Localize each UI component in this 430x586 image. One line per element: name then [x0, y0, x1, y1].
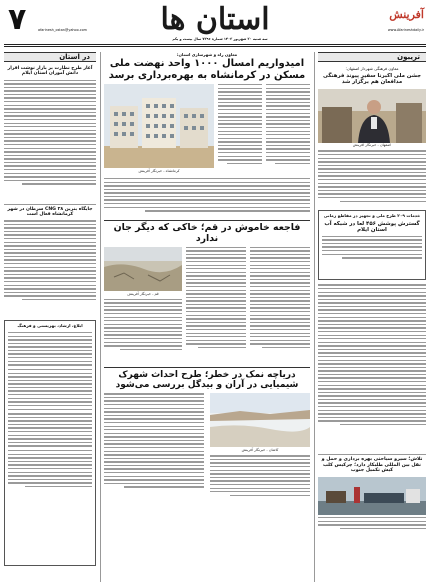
- harbor-icon: [318, 477, 426, 515]
- province-item-2-text: [4, 220, 96, 316]
- man-portrait-icon: [318, 89, 426, 143]
- header: [0, 0, 430, 48]
- bottom-story-photo: [210, 393, 310, 447]
- page-number: ۷: [8, 2, 27, 37]
- news-box-headline: گسترش پوشش ۴۵۶ لعا در شبکه آب استان ایلام: [324, 221, 420, 234]
- section-label-province: در استان: [4, 52, 96, 62]
- column-rule-right: [314, 52, 315, 582]
- bottom-story-photo-caption: کاشان - خبرنگار آفرینش: [241, 448, 279, 453]
- bottom-tribune-headline: تلاش؛ سیرو سیاحتی بهره برداری و حمل و نقل بین المللی طلبکار دارد؛ چرکیس کلب کیش تکمیل جنوب: [321, 457, 423, 474]
- issue-line: سه شنبه ۲۰ شهریور ۱۴۰۳ شماره ۷۲۹۶ سال بیست و یکم: [172, 37, 268, 41]
- website-link[interactable]: www.Afarineshdaily.ir: [387, 28, 424, 32]
- main-column: [104, 52, 310, 582]
- province-item-1-headline: آغاز طرح نظارت بر بازار نوشت افزار: [7, 66, 93, 71]
- header-rule: [4, 44, 426, 45]
- province-item-2-headline-2: کرمانشاه فعال است: [26, 211, 74, 217]
- tribune-body-text-2: [318, 284, 426, 452]
- apartment-buildings-icon: [104, 84, 214, 168]
- harbor-photo: [318, 477, 426, 515]
- top-story-headline-1: امیدواریم امسال ۱۰۰۰ واحد نهضت ملی: [109, 58, 305, 69]
- mid-story-text-mid: [186, 247, 246, 365]
- tribune-photo-caption: اصفهان - خبرنگار آفرینش: [352, 143, 392, 148]
- mid-story-headline: فاجعه خاموش در قم؛ خاکی که دیگر جان ندارد: [113, 222, 301, 244]
- tribune-divider: [318, 454, 426, 455]
- top-story-text-right: [266, 84, 310, 176]
- email-link[interactable]: afarinesh_ostan@yahoo.com: [38, 28, 87, 32]
- bottom-story-headline-2: شیمیایی در آران و بیدگل بررسی می‌شود: [115, 379, 299, 390]
- news-box: [318, 210, 426, 280]
- main-divider-2: [104, 367, 310, 368]
- bottom-story-headline-1: دریاچه نمک در خطر؛ طرح احداث شهرک: [118, 369, 296, 380]
- notices-headline: ابلاغ، ارشاد، بهزیستی و فرهنگ: [17, 323, 83, 329]
- mid-story-photo-caption: قم - خبرنگار آفرینش: [127, 291, 159, 296]
- top-story-headline-2: مسکن در کرمانشاه به بهره‌برداری برسد: [108, 69, 306, 81]
- province-item-2-headline: جایگاه بنزین ۲۸ CNG سرطان در شهر: [7, 206, 93, 212]
- bottom-story-text-under-photo: [210, 455, 310, 509]
- tribune-column: [318, 52, 426, 582]
- masthead-title: استان ها: [160, 2, 270, 37]
- tribune-headline: جشن ملی اکبرنا سفیر پیوند فرهنگی مدافعان هم برگزار شد: [322, 73, 422, 86]
- top-story-photo-caption: کرمانشاه - خبرنگار آفرینش: [138, 169, 180, 173]
- section-label-tribune: تریبون: [318, 52, 426, 62]
- top-story-photo: [104, 84, 214, 168]
- province-item-1-text: [4, 80, 96, 202]
- province-divider-1: [4, 204, 96, 205]
- brand-logo: آفرینش: [389, 8, 424, 21]
- bottom-story-text-left: [104, 393, 204, 509]
- tribune-body-text-3: [318, 517, 426, 537]
- mid-story-text-left: [104, 299, 182, 365]
- dry-soil-icon: [104, 247, 182, 291]
- tribune-kicker: معاون فرهنگی شهردار اصفهان:: [345, 66, 399, 71]
- mid-story-photo: [104, 247, 182, 291]
- header-rule-2: [4, 46, 426, 47]
- salt-lake-icon: [210, 393, 310, 447]
- main-divider-1: [104, 220, 310, 221]
- column-rule-left: [100, 52, 101, 582]
- notices-box: [4, 320, 96, 566]
- top-story-kicker: معاون راه و شهرسازی استان:: [176, 52, 238, 57]
- top-story-text-mid: [218, 84, 262, 176]
- top-story-text-bottom: [104, 178, 310, 218]
- province-item-1-headline-2: دانش آموزان استان ایلام: [21, 71, 79, 77]
- mid-story-text-right: [250, 247, 310, 365]
- province-column: [4, 52, 96, 582]
- tribune-body-text: [318, 150, 426, 208]
- news-box-subhead: خدمات ۲۰۹ طرح ملی و تجهیز در مقاطع زمانی: [323, 213, 421, 219]
- tribune-photo: [318, 89, 426, 143]
